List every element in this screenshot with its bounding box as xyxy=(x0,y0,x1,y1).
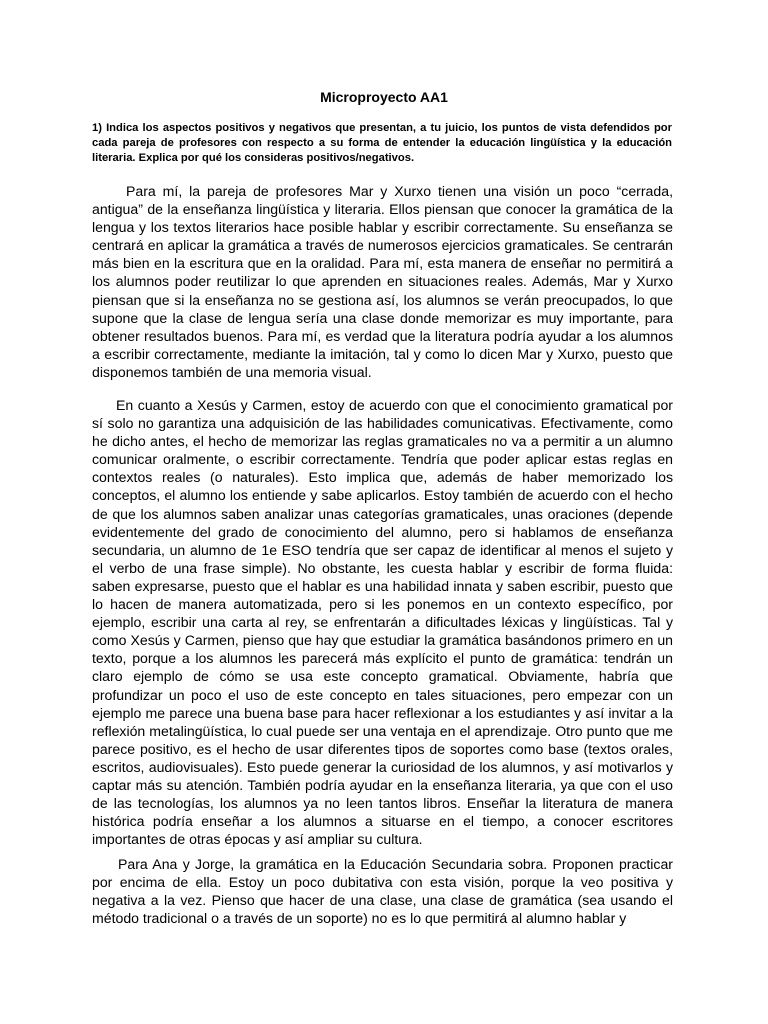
document-title: Microproyecto AA1 xyxy=(320,89,448,105)
paragraph-xesus-carmen: En cuanto a Xesús y Carmen, estoy de acuerdo con que el conocimiento gramatical por sí solo no garantiza una adquisición de las habilidades comunicativas. Efectivamente, como he dicho antes, el hecho de memorizar las reglas gramaticales no va a permitir a un alumno comunicar oralmente, o escribir correctamente. Tendría que poder aplicar estas reglas en contextos reales (o naturales). Esto implica que, además de haber memorizado los conceptos, el alumno los entiende y sabe aplicarlos. Estoy también de acuerdo con el hecho de que los alumnos saben analizar unas categorías gramaticales, unas oraciones (depende evidentemente del grado de conocimiento del alumno, pero si hablamos de enseñanza secundaria, un alumno de 1e ESO tendría que ser capaz de identificar al menos el sujeto y el verbo de una frase simple). No obstante, les cuesta hablar y escribir de forma fluida: saben expresarse, puesto que el hablar es una habilidad innata y saben escribir, puesto que lo hacen de manera automatizada, pero si les ponemos en un contexto específico, por ejemplo, escribir una carta al rey, se enfrentarán a dificultades léxicas y lingüísticas. Tal y como Xesús y Carmen, pienso que hay que estudiar la gramática basándonos primero en un texto, porque a los alumnos les parecerá más explícito el punto de gramática: tendrán un claro ejemplo de cómo se usa este concepto gramatical. Obviamente, habría que profundizar un poco el uso de este concepto en tales situaciones, pero empezar con un ejemplo me parece una buena base para hacer reflexionar a los estudiantes y así invitar a la reflexión metalingüística, lo cual puede ser una ventaja en el aprendizaje. Otro punto que me parece positivo, es el hecho de usar diferentes tipos de soportes como base (textos orales, escritos, audiovisuales). Esto puede generar la curiosidad de los alumnos, y así motivarlos y captar más su atención. También podría ayudar en la enseñanza literaria, ya que con el uso de las tecnologías, los alumnos ya no leen tantos libros. Enseñar la literatura de manera histórica podría enseñar a los alumnos a situarse en el tiempo, a conocer escritores importantes de otras épocas y así ampliar su cultura. xyxy=(92,397,673,848)
paragraph-ana-jorge: Para Ana y Jorge, la gramática en la Educación Secundaria sobra. Proponen practicar por encima de ella. Estoy un poco dubitativa con esta visión, porque la veo positiva y negativa a la vez. Pienso que hacer de una clase, una clase de gramática (sea usando el método tradicional o a través de un soporte) no es lo que permitirá al alumno hablar y xyxy=(92,856,673,927)
question-prompt: 1) Indica los aspectos positivos y negativos que presentan, a tu juicio, los puntos de vista defendidos por cada pareja de profesores con respecto a su forma de entender la educación lingüística y la educación literaria. Explica por qué los consideras positivos/negativos. xyxy=(92,122,672,165)
paragraph-mar-xurxo: Para mí, la pareja de profesores Mar y Xurxo tienen una visión un poco “cerrada, antigua” de la enseñanza lingüística y literaria. Ellos piensan que conocer la gramática de la lengua y los textos literarios hace posible hablar y escribir correctamente. Su enseñanza se centrará en aplicar la gramática a través de numerosos ejercicios gramaticales. Se centrarán más bien en la escritura que en la oralidad. Para mí, esta manera de enseñar no permitirá a los alumnos poder reutilizar lo que aprenden en situaciones reales. Además, Mar y Xurxo piensan que si la enseñanza no se gestiona así, los alumnos se verán preocupados, lo que supone que la clase de lengua sería una clase donde memorizar es muy importante, para obtener resultados buenos. Para mí, es verdad que la literatura podría ayudar a los alumnos a escribir correctamente, mediante la imitación, tal y como lo dicen Mar y Xurxo, puesto que disponemos también de una memoria visual. xyxy=(92,183,673,380)
